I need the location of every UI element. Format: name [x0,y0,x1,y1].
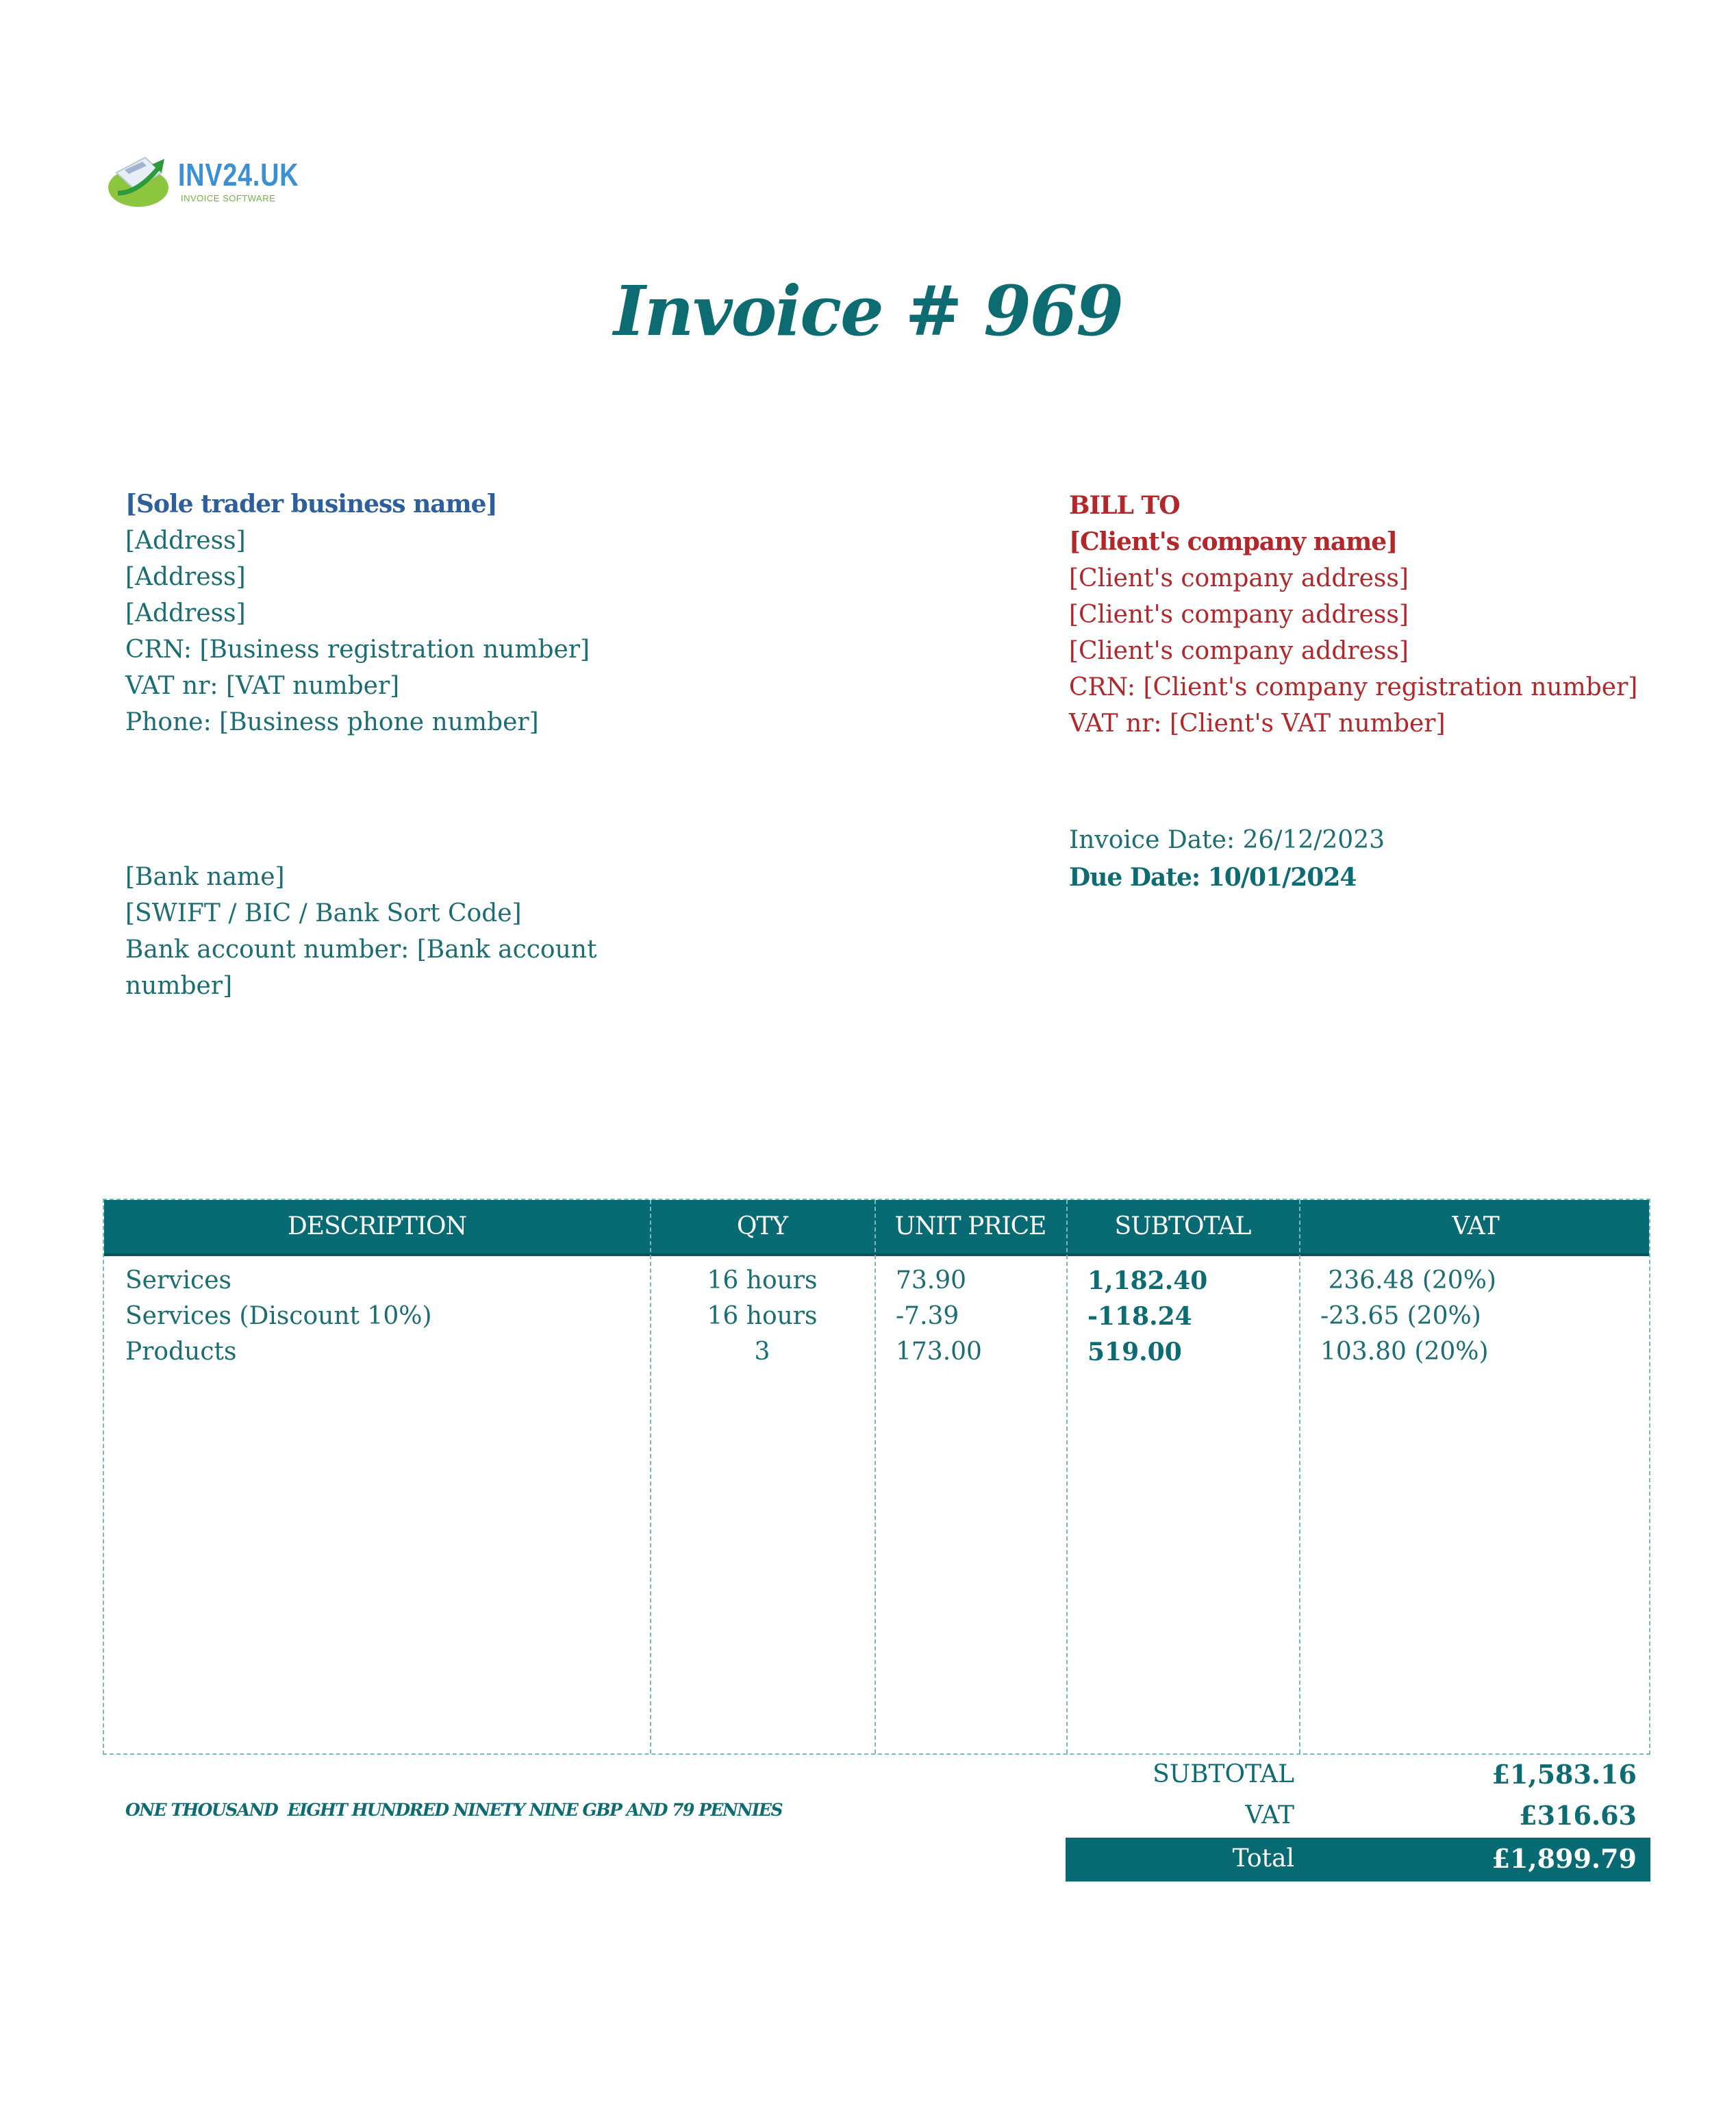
column-divider [1066,1200,1068,1753]
client-crn: CRN: [Client's company registration number] [1069,673,1638,701]
row-vat: 236.48 (20%) [1320,1266,1496,1295]
table-header [104,1200,1649,1256]
bank-swift: [SWIFT / BIC / Bank Sort Code] [125,899,522,927]
subtotal-label: SUBTOTAL [1153,1760,1294,1788]
header-unit-price: UNIT PRICE [894,1212,1046,1240]
seller-address-2: [Address] [125,563,246,591]
row-subtotal: 1,182.40 [1087,1266,1208,1295]
total-bar [1066,1838,1650,1881]
vat-total-value: £316.63 [1519,1800,1637,1831]
row-qty: 16 hours [707,1302,818,1330]
header-vat: VAT [1452,1212,1499,1240]
seller-phone: Phone: [Business phone number] [125,708,539,736]
row-description: Services [125,1266,231,1295]
row-subtotal: -118.24 [1087,1302,1192,1331]
seller-vat: VAT nr: [VAT number] [125,672,400,700]
row-description: Products [125,1338,237,1366]
row-unit-price: 173.00 [896,1338,982,1366]
row-description: Services (Discount 10%) [125,1302,432,1330]
bank-account-line-2: number] [125,972,233,1000]
seller-block [125,486,742,740]
bank-block [125,859,605,1004]
column-divider [875,1200,876,1753]
grand-total-label: Total [1232,1844,1294,1873]
grand-total-value: £1,899.79 [1492,1843,1637,1874]
seller-crn: CRN: [Business registration number] [125,636,590,664]
client-address-2: [Client's company address] [1069,601,1409,629]
bank-account-line-1: Bank account number: [Bank account [125,936,597,964]
seller-name: [Sole trader business name] [125,490,497,518]
seller-address-3: [Address] [125,599,246,627]
inv24-logo-icon [104,145,173,214]
header-subtotal: SUBTOTAL [1114,1212,1251,1240]
header-qty: QTY [736,1212,788,1240]
logo-tagline: INVOICE SOFTWARE [181,193,276,203]
row-vat: 103.80 (20%) [1320,1338,1489,1366]
dates-block [1069,822,1385,896]
bank-name: [Bank name] [125,863,285,891]
row-vat: -23.65 (20%) [1320,1302,1481,1330]
bill-to-heading: BILL TO [1069,491,1180,520]
row-subtotal: 519.00 [1087,1338,1182,1366]
row-unit-price: -7.39 [896,1302,959,1330]
logo-name: INV24.UK [178,157,299,192]
invoice-date: Invoice Date: 26/12/2023 [1069,826,1385,854]
client-name: [Client's company name] [1069,527,1398,556]
column-divider [1299,1200,1300,1753]
client-address-3: [Client's company address] [1069,637,1409,665]
amount-in-words: ONE THOUSAND EIGHT HUNDRED NINETY NINE GBP AND 79 PENNIES [125,1800,783,1820]
header-description: DESCRIPTION [287,1212,467,1240]
due-date: Due Date: 10/01/2024 [1069,863,1357,892]
items-table [103,1199,1650,1755]
client-block [1069,488,1720,742]
invoice-title: Invoice # 969 [614,271,1122,351]
row-unit-price: 73.90 [896,1266,967,1295]
row-qty: 16 hours [707,1266,818,1295]
logo [104,145,310,214]
vat-total-label: VAT [1245,1801,1294,1829]
subtotal-value: £1,583.16 [1492,1759,1637,1790]
row-qty: 3 [754,1338,770,1366]
client-vat: VAT nr: [Client's VAT number] [1069,710,1446,738]
client-address-1: [Client's company address] [1069,564,1409,592]
seller-address-1: [Address] [125,527,246,555]
